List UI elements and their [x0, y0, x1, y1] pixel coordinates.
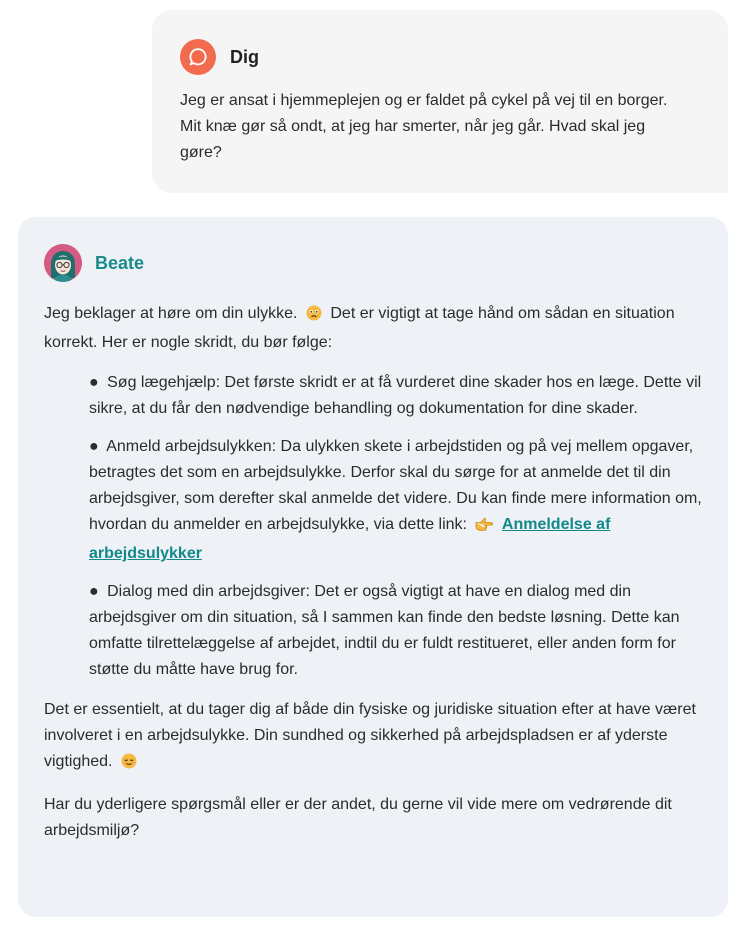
bot-intro-continued: Det er vigtigt at tage hånd om sådan en situation korrekt. Her er nogle skridt, du bør følge: [44, 305, 675, 351]
user-message-text: Jeg er ansat i hjemmeplejen og er faldet på cykel på vej til en borger. Mit knæ gør så ondt, at jeg har smerter, når jeg går. Hvad skal jeg gøre? [180, 92, 668, 161]
bot-steps-list [44, 370, 702, 683]
anmeldelse-link[interactable]: Anmeldelse af arbejdsulykker [89, 516, 611, 562]
chat-bubble-icon [188, 47, 208, 67]
bullet-icon: ● [89, 438, 99, 455]
list-item [89, 434, 702, 567]
bot-closing-paragraph [44, 697, 702, 778]
list-item-text: Anmeld arbejdsulykken: Da ulykken skete i arbejdstiden og på vej mellem opgaver, betragtes det som en arbejdsulykke. Derfor skal du sørge for at anmelde det til din arbejdsgiver, som derefter skal anmelde det videre. Du kan finde mere information om, hvordan du anmelder en arbejdsulykke, via dette link: [89, 438, 702, 533]
bot-closing-text: Det er essentielt, at du tager dig af både din fysiske og juridiske situation efter at have været involveret i en arbejdsulykke. Din sundhed og sikkerhed på arbejdspladsen er af yderste vigtighed. [44, 701, 696, 770]
user-avatar [180, 39, 216, 75]
pointing-right-emoji [475, 515, 493, 541]
user-message [152, 10, 728, 193]
beate-avatar-icon [44, 244, 82, 282]
bot-author-name: Beate [95, 252, 145, 273]
user-message-header [180, 40, 704, 74]
bot-message [18, 217, 728, 917]
list-item [89, 370, 702, 422]
bot-message-header [44, 243, 702, 283]
list-item-text: Søg lægehjælp: Det første skridt er at få vurderet dine skader hos en læge. Dette vil sikre, at du får den nødvendige behandling og dokumentation for dine skader. [89, 374, 702, 417]
bullet-icon: ● [89, 374, 99, 391]
bot-avatar [44, 244, 82, 282]
user-author-name: Dig [230, 46, 259, 67]
list-item-text: Dialog med din arbejdsgiver: Det er også vigtigt at have en dialog med din arbejdsgiver om din situation, så I sammen kan finde den bedste løsning. Dette kan omfatte tilrettelæggelse af arbejdet, indtil du er fuldt restitueret, eller anden form for støtte du måtte have brug for. [89, 583, 680, 678]
bot-intro-paragraph [44, 301, 702, 356]
bot-question-paragraph: Har du yderligere spørgsmål eller er der andet, du gerne vil vide mere om vedrørende dit arbejdsmiljø? [44, 796, 672, 839]
relieved-face-emoji [121, 752, 137, 778]
worried-face-emoji [306, 304, 322, 330]
list-item [89, 579, 702, 683]
bot-message-body [44, 301, 702, 844]
bullet-icon: ● [89, 583, 99, 600]
bot-intro-text: Jeg beklager at høre om din ulykke. [44, 305, 298, 322]
